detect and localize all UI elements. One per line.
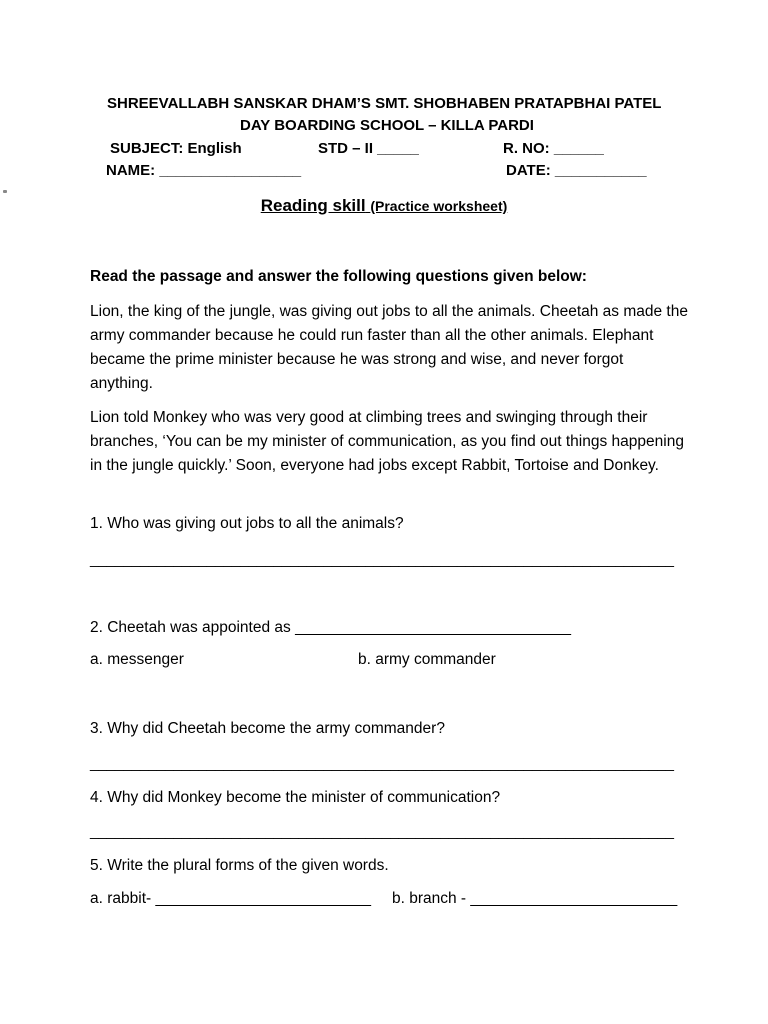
passage-paragraph-2: Lion told Monkey who was very good at climbing trees and swinging through their branches, ‘You can be my minister of communication, as you find out things happening in the jungle quickly.’ Soon, everyone had jobs except Rabbit, Tortoise and Donkey. — [90, 409, 684, 474]
worksheet-title — [0, 196, 768, 216]
title-sub: (Practice worksheet) — [370, 198, 508, 214]
instruction: Read the passage and answer the following questions given below: — [90, 268, 587, 285]
question-3: 3. Why did Cheetah become the army commander? — [90, 720, 445, 737]
date-field: DATE: ___________ — [506, 162, 647, 179]
question-4: 4. Why did Monkey become the minister of communication? — [90, 789, 501, 806]
std-field: STD – II _____ — [318, 140, 419, 157]
question-5-part-a: a. rabbit- _________________________ — [90, 890, 371, 907]
school-name-line2: DAY BOARDING SCHOOL – KILLA PARDI — [240, 117, 534, 134]
question-1: 1. Who was giving out jobs to all the animals? — [90, 515, 404, 532]
question-4-answer-line: ______________________________________________________________________ — [90, 823, 674, 840]
subject-field: SUBJECT: English — [110, 140, 242, 157]
roll-number-field: R. NO: ______ — [503, 140, 604, 157]
question-5: 5. Write the plural forms of the given words. — [90, 857, 389, 874]
title-main: Reading skill — [260, 196, 366, 215]
question-2: 2. Cheetah was appointed as ________________________________ — [90, 619, 571, 636]
question-3-answer-line: ______________________________________________________________________ — [90, 755, 674, 772]
scan-mark — [3, 190, 7, 193]
question-1-answer-line: ______________________________________________________________________ — [90, 551, 674, 568]
question-2-option-a: a. messenger — [90, 651, 184, 668]
name-field: NAME: _________________ — [106, 162, 302, 179]
school-name-line1: SHREEVALLABH SANSKAR DHAM’S SMT. SHOBHABEN PRATAPBHAI PATEL — [107, 95, 662, 112]
passage-paragraph-1: Lion, the king of the jungle, was giving out jobs to all the animals. Cheetah as made the army commander because he could run faster than all the other animals. Elephant became the prime minister because he was strong and wise, and never forgot anything. — [90, 303, 688, 392]
question-5-part-b: b. branch - ________________________ — [392, 890, 678, 907]
question-2-option-b: b. army commander — [358, 651, 496, 668]
